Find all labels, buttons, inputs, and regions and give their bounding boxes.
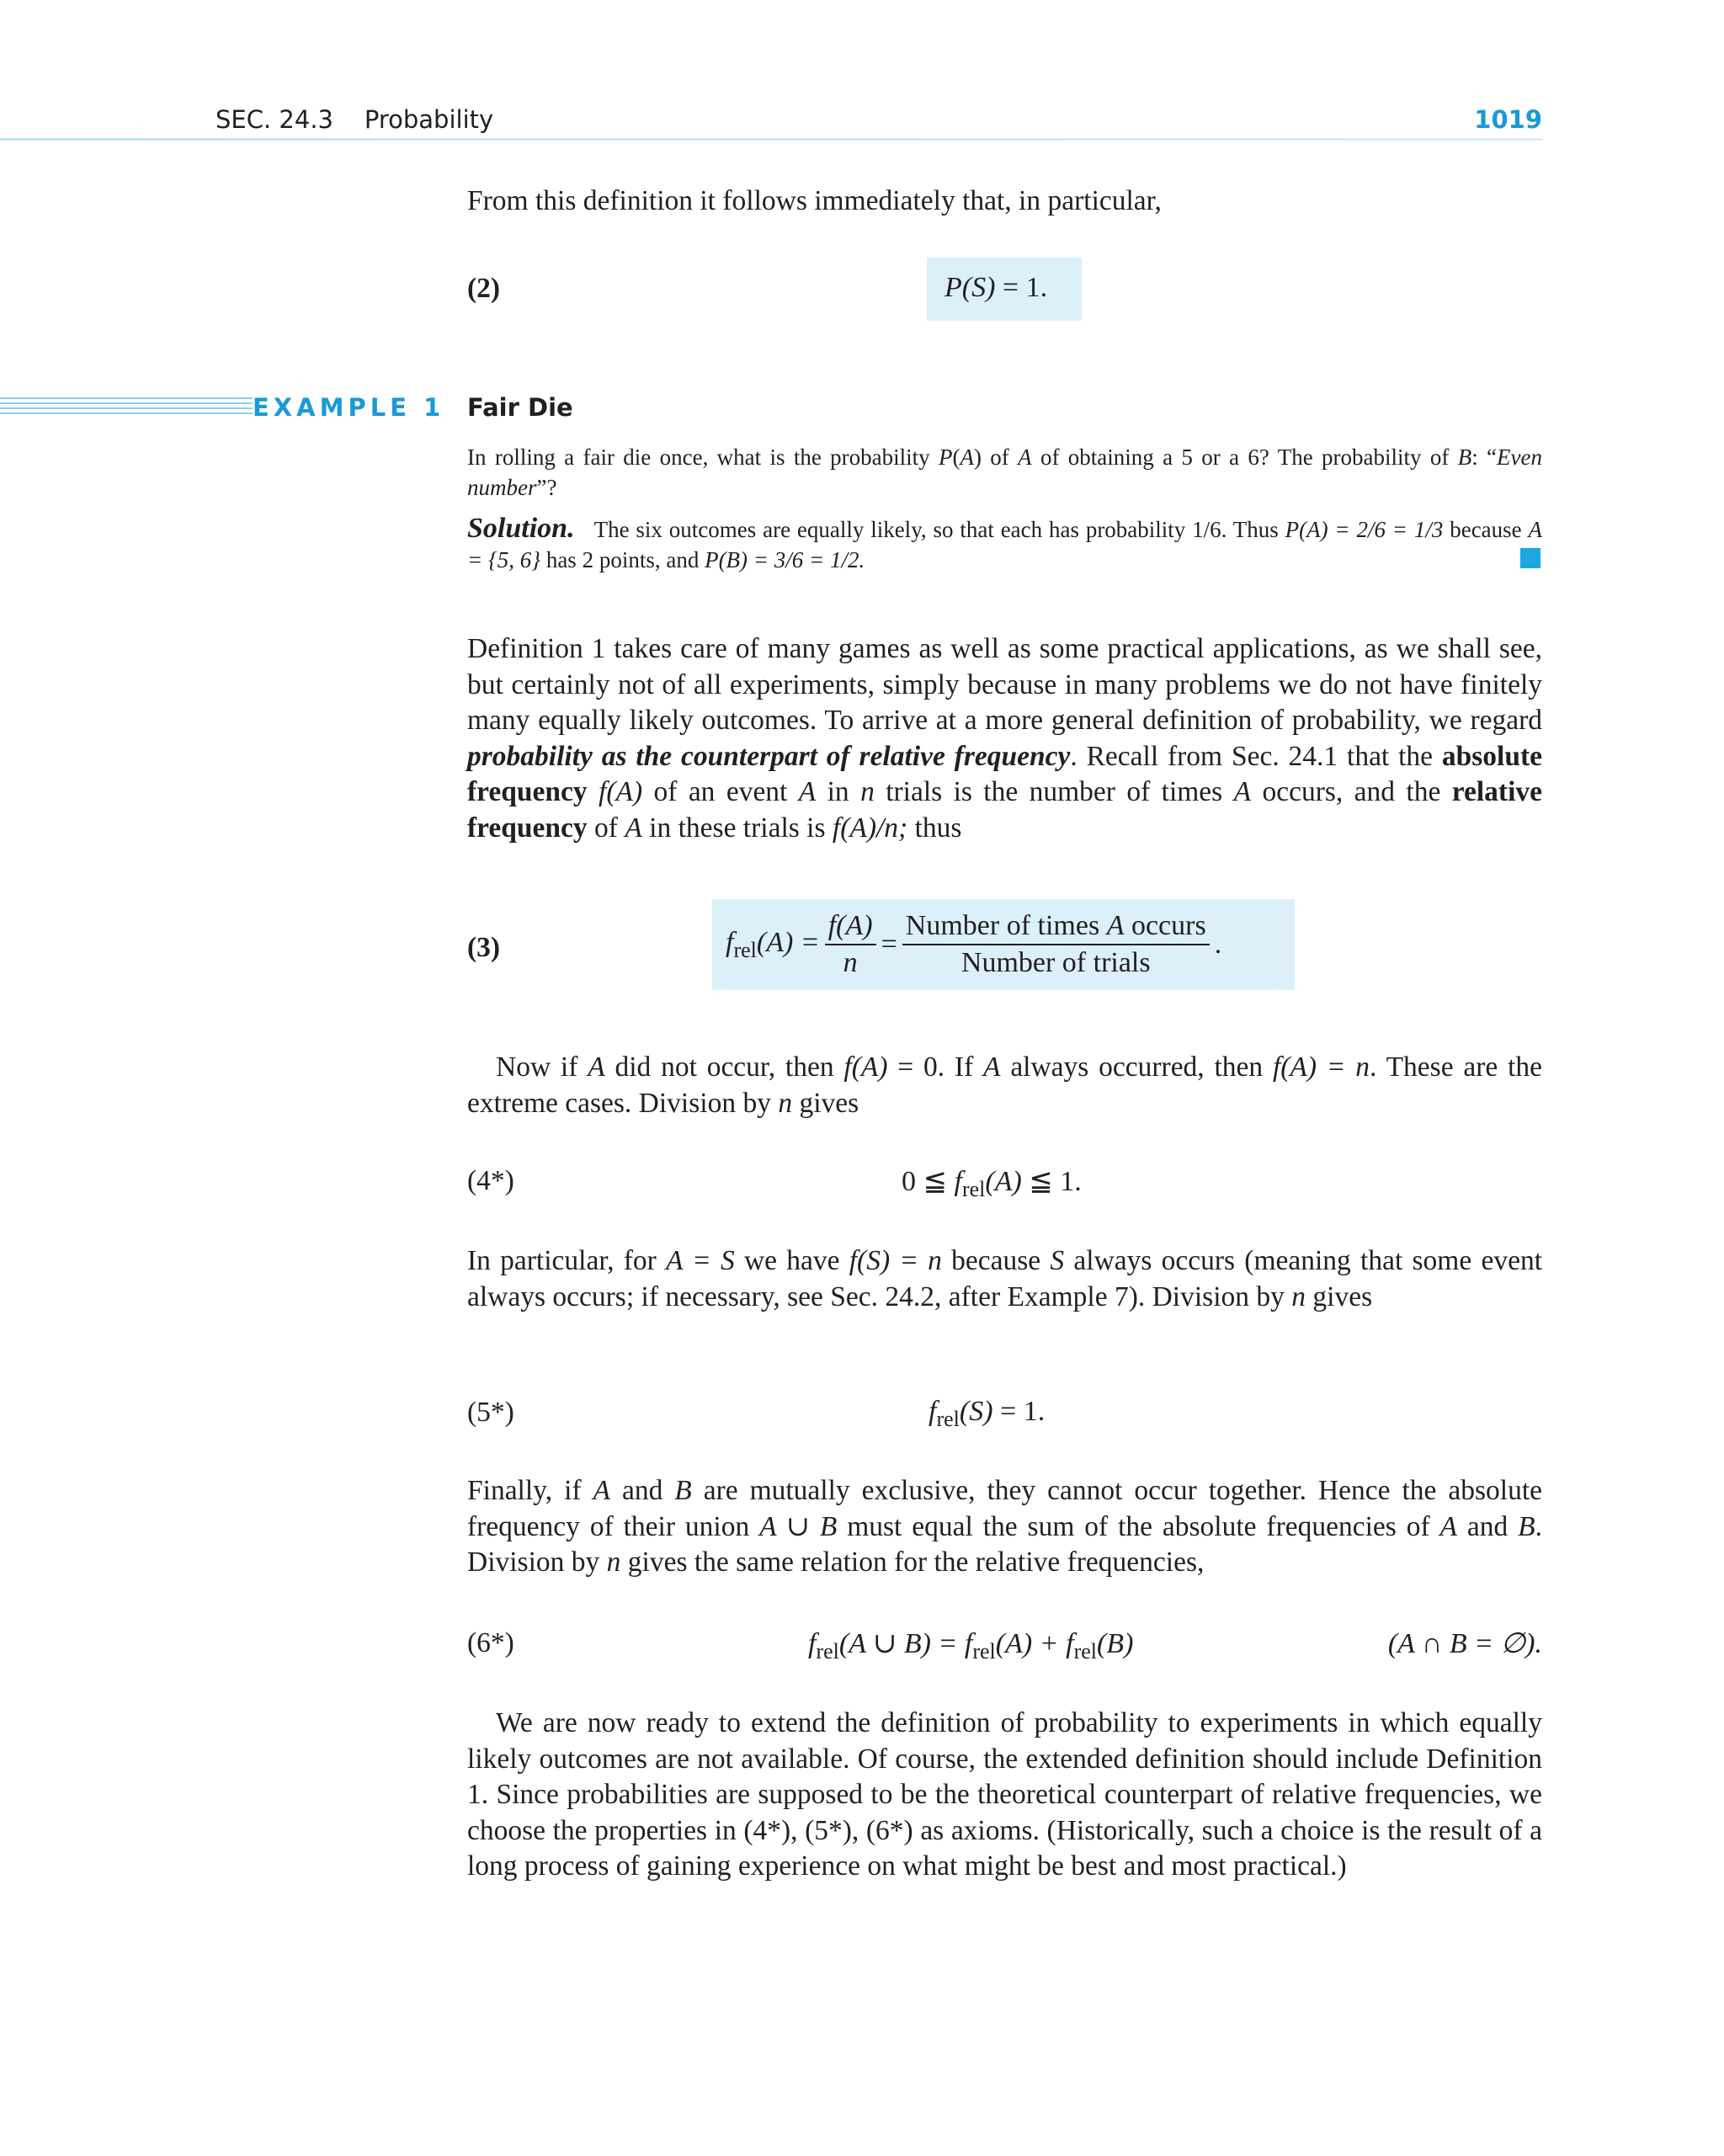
text-span: must equal the sum of the absolute frequencies of	[837, 1510, 1440, 1542]
question-text: (	[952, 445, 960, 470]
fraction-f-over-n	[825, 910, 876, 979]
text-span: B	[674, 1475, 692, 1506]
solution-text: because	[1443, 517, 1529, 542]
text-span: S	[1050, 1245, 1065, 1276]
text-span: gives	[792, 1087, 859, 1119]
math-subscript: rel	[1073, 1639, 1097, 1664]
fraction-numerator: occurs	[1124, 910, 1206, 941]
question-text: of obtaining a 5 or a 6? The probability of	[1031, 445, 1458, 470]
math-text: (B)	[1096, 1628, 1134, 1659]
equation-4-number: (4*)	[467, 1165, 514, 1196]
text-span: B	[1518, 1510, 1535, 1542]
text-span: n	[1291, 1280, 1306, 1312]
solution-text: The six outcomes are equally likely, so that each has probability 1/6. Thus	[593, 517, 1285, 542]
paragraph-extreme-cases	[467, 1050, 1542, 1121]
text-span: gives the same relation for the relative frequencies,	[620, 1546, 1205, 1578]
text-span: f(A)/n;	[832, 812, 908, 844]
fraction-numerator: f(A)	[825, 910, 876, 945]
equation-3-number: (3)	[467, 932, 501, 963]
question-text: B	[1457, 445, 1472, 470]
text-span: A	[588, 1051, 605, 1083]
math-text: ≦ 1.	[1021, 1166, 1082, 1197]
text-span: . Division by	[467, 1510, 1542, 1578]
text-span: are mutually exclusive, they cannot occur together. Hence the absolute frequency of their union	[467, 1475, 1542, 1542]
equation-2	[944, 272, 1047, 304]
equals-sign: =	[881, 929, 897, 960]
text-span: A = S	[666, 1245, 735, 1276]
question-text: : “	[1471, 445, 1498, 470]
math-subscript: rel	[816, 1639, 839, 1664]
math-subscript: rel	[972, 1639, 996, 1664]
solution-text: A = {5, 6}	[467, 517, 1542, 572]
term-absolute-frequency: absolute frequency	[467, 740, 1542, 807]
question-text: P	[938, 445, 953, 470]
page-number: 1019	[1474, 105, 1542, 134]
fraction-denominator: n	[843, 947, 858, 978]
math-text: = 1.	[992, 1396, 1046, 1427]
math-f: f	[954, 1166, 962, 1197]
text-span: A	[625, 812, 642, 844]
math-subscript: rel	[961, 1177, 986, 1201]
text-span: n	[606, 1546, 621, 1578]
question-text: ) of	[973, 445, 1019, 470]
text-span: . These are the extreme cases. Division by	[467, 1051, 1542, 1119]
text-span: A	[1233, 776, 1252, 807]
solution-text: has 2 points, and	[540, 547, 705, 572]
math-f: f	[808, 1628, 817, 1659]
text-span: trials is the number of times	[874, 776, 1234, 807]
example-label: EXAMPLE 1	[253, 393, 448, 422]
paragraph-relative-frequency	[467, 631, 1542, 846]
running-header-section: SEC. 24.3 Probability	[216, 105, 494, 134]
math-f: f	[964, 1628, 973, 1659]
math-subscript: rel	[733, 937, 757, 962]
math-f: f	[726, 926, 734, 958]
text-span: A	[593, 1475, 610, 1506]
math-text: (A) +	[995, 1628, 1067, 1659]
text-span: f(S) = n	[849, 1245, 942, 1276]
text-span: A	[1439, 1510, 1457, 1542]
text-span: gives	[1306, 1280, 1373, 1312]
equation-5-number: (5*)	[467, 1397, 514, 1428]
header-rule	[0, 138, 1542, 141]
text-span: we have	[734, 1245, 849, 1276]
question-text: ”?	[536, 475, 557, 500]
equation-5	[929, 1396, 1045, 1432]
equation-6	[808, 1626, 1133, 1664]
math-text: (A) =	[756, 926, 820, 958]
text-span: A	[798, 776, 817, 807]
equation-2-lhs: P(S)	[944, 272, 996, 303]
emphasis-text: probability as the counterpart of relative frequency	[467, 740, 1071, 772]
text-span: of	[587, 812, 625, 844]
text-span: = 0. If	[887, 1051, 984, 1083]
equation-6-number: (6*)	[467, 1627, 514, 1658]
text-span: did not occur, then	[604, 1051, 844, 1083]
paragraph-sure-event	[467, 1243, 1542, 1315]
text-span: always occurred, then	[1000, 1051, 1273, 1083]
text-span: n	[778, 1087, 793, 1119]
text-span: always occurs (meaning that some event always occurs; if necessary, see Sec. 24.2, after Example 7). Division by	[467, 1245, 1542, 1312]
paragraph-axioms: We are now ready to extend the definition of probability to experiments in which equally likely outcomes are not available. Of course, the extended definition should include Definition 1. Since probabilities are supposed to be the theoretical counterpart of relative frequencies, we choose the properties in (4*), (5*), (6*) as axioms. (Historically, such a choice is the result of a long process of gaining experience on what might be best and most practical.)	[467, 1707, 1542, 1882]
text-span: A ∪ B	[759, 1510, 838, 1542]
text-span: Finally, if	[467, 1475, 593, 1506]
question-text: Even number	[467, 445, 1542, 500]
fraction-numerator: Number of times	[905, 910, 1107, 941]
text-span: of an event	[642, 776, 799, 807]
text-span: Definition 1 takes care of many games as well as some practical applications, as we shall see, but certainly not of all experiments, simply because in many problems we do not have finitely many equally likely outcomes. To arrive at a more general definition of probability, we regard	[467, 633, 1542, 736]
example-title: Fair Die	[467, 393, 573, 422]
text-span: f(A)	[587, 776, 643, 807]
example-solution	[467, 514, 1542, 575]
text-span: A	[983, 1051, 1001, 1083]
text-span: . Recall from Sec. 24.1 that the	[1070, 740, 1442, 772]
text-span: because	[941, 1245, 1051, 1276]
math-text: (S)	[959, 1396, 993, 1427]
equation-4	[902, 1164, 1082, 1202]
paragraph-mutually-exclusive	[467, 1473, 1542, 1581]
math-text: 0 ≦	[902, 1166, 955, 1197]
text-span: in these trials is	[641, 812, 833, 844]
term-relative-frequency: relative frequency	[467, 776, 1543, 844]
solution-text: P(B) = 3/6 = 1/2.	[705, 547, 865, 572]
solution-label: Solution.	[467, 513, 575, 544]
text-span: occurs, and the	[1251, 776, 1452, 807]
end-of-example-marker	[1520, 548, 1540, 568]
example-question	[467, 442, 1542, 503]
question-text: In rolling a fair die once, what is the probability	[467, 445, 939, 470]
math-subscript: rel	[936, 1407, 960, 1431]
text-span: f(A) = n	[1272, 1051, 1370, 1083]
text-span: f(A)	[843, 1051, 888, 1083]
text-span: In particular, for	[467, 1245, 667, 1276]
text-span: in	[816, 776, 861, 807]
equation-2-number: (2)	[467, 273, 501, 304]
fraction-times-over-trials	[902, 910, 1210, 979]
math-f: f	[1066, 1628, 1074, 1659]
text-span: and	[609, 1475, 675, 1506]
equation-2-rhs: = 1.	[1002, 272, 1048, 303]
fraction-denominator: Number of trials	[960, 947, 1151, 978]
question-text: A	[960, 445, 974, 470]
math-text: (A)	[985, 1166, 1022, 1197]
period: .	[1214, 929, 1222, 960]
equation-3	[726, 909, 1221, 980]
fraction-numerator: A	[1106, 910, 1125, 941]
math-f: f	[929, 1396, 937, 1427]
text-span: and	[1456, 1510, 1519, 1542]
intro-text: From this definition it follows immediately that, in particular,	[467, 185, 1162, 216]
equation-6-condition: (A ∩ B = ∅).	[1387, 1628, 1542, 1659]
solution-text: P(A) = 2/6 = 1/3	[1285, 517, 1444, 542]
text-span: thus	[907, 812, 962, 844]
question-text: A	[1018, 445, 1032, 470]
text-span: Now if	[496, 1051, 588, 1083]
text-span: n	[860, 776, 875, 807]
math-text: (A ∪ B) =	[838, 1628, 965, 1659]
